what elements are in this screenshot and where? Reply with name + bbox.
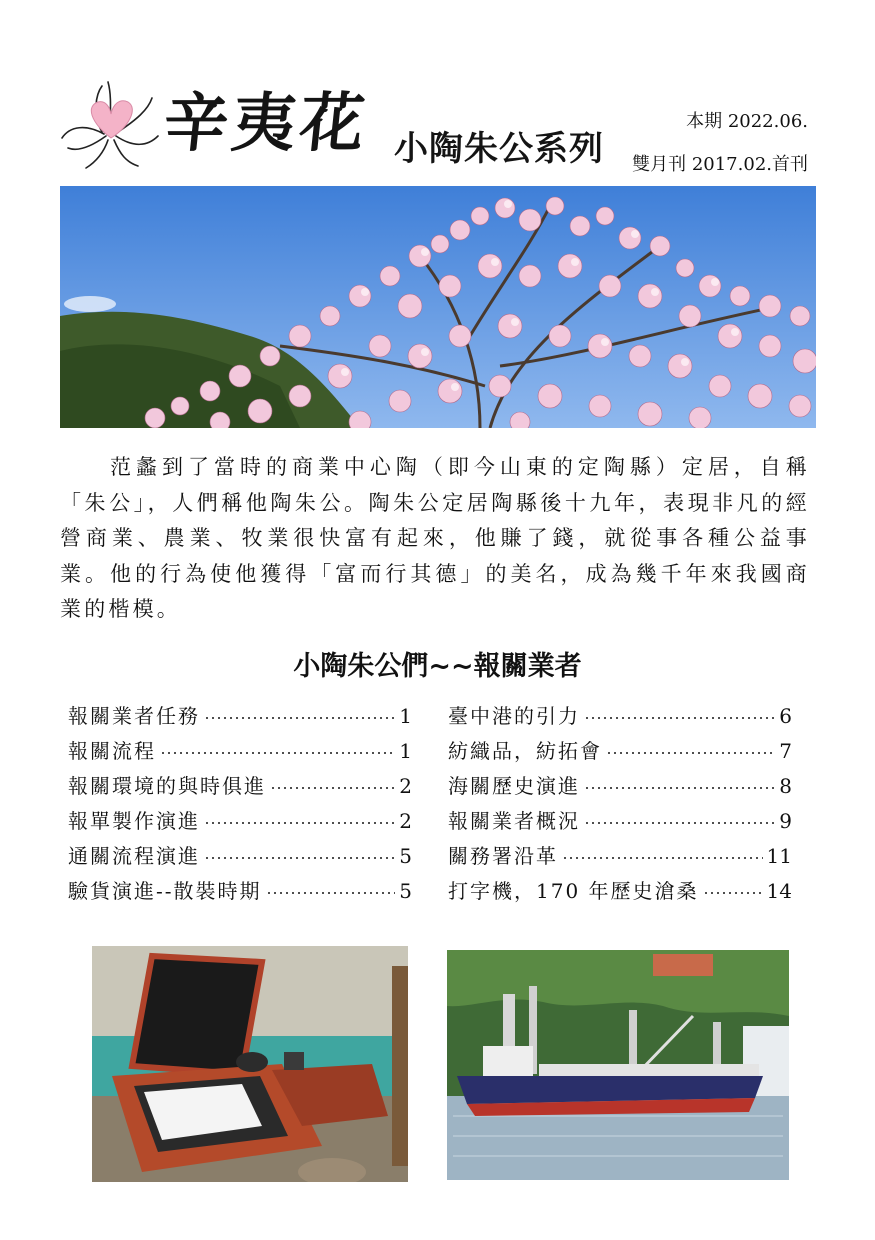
toc-leader-dots [584,820,775,826]
toc-entry-page: 1 [399,739,412,763]
toc-entry-title: 報關業者概況 [448,809,580,833]
toc-entry-title: 海關歷史演進 [448,774,580,798]
toc-entry-page: 7 [779,739,792,763]
toc-entry[interactable] [68,735,412,770]
section-heading: 小陶朱公們~~報關業者 [293,651,582,682]
toc-entry[interactable] [448,770,792,805]
toc-entry-title: 臺中港的引力 [448,704,580,728]
toc-entry-page: 11 [766,844,792,868]
masthead-series: 小陶朱公系列 [394,129,604,169]
toc-leader-dots [204,715,395,721]
toc-leader-dots [584,785,775,791]
toc-entry-title: 打字機，170 年歷史滄桑 [448,879,699,903]
toc-entry[interactable] [68,840,412,875]
toc-entry-page: 2 [399,774,412,798]
hero-photo-magnolia [60,186,816,428]
toc-entry[interactable] [448,735,792,770]
toc-entry[interactable] [68,700,412,735]
magnolia-logo-icon [56,74,166,174]
toc-entry[interactable] [68,770,412,805]
intro-paragraph: 范蠡到了當時的商業中心陶（即今山東的定陶縣）定居，自稱「朱公」，人們稱他陶朱公。陶朱公定居陶縣後十九年，表現非凡的經營商業、農業、牧業很快富有起來，他賺了錢，就從事各種公益事業。他的行為使他獲得「富而行其德」的美名，成為幾千年來我國商業的楷模。 [60,455,810,621]
toc-entry-title: 驗貨演進--散裝時期 [68,879,262,903]
toc-entry[interactable] [68,875,412,910]
toc-entry[interactable] [448,805,792,840]
toc-entry[interactable] [448,875,792,910]
toc-leader-dots [266,890,396,896]
toc-entry-page: 14 [766,879,792,903]
toc-entry-page: 2 [399,809,412,833]
toc-right-column [448,700,792,910]
toc-leader-dots [562,855,763,861]
toc-entry-title: 報關業者任務 [68,704,200,728]
founded-date: 雙月刊 2017.02.首刊 [632,154,808,175]
toc-entry-title: 關務署沿革 [448,844,558,868]
toc-entry-title: 報關流程 [68,739,156,763]
toc-entry-page: 5 [399,844,412,868]
toc-entry-page: 9 [779,809,792,833]
toc-entry[interactable] [448,700,792,735]
toc-entry-page: 5 [399,879,412,903]
toc-leader-dots [160,750,395,756]
masthead-title: 辛夷花 [160,87,372,161]
toc-leader-dots [606,750,775,756]
toc-entry-page: 6 [779,704,792,728]
toc-leader-dots [703,890,763,896]
toc-left-column [68,700,412,910]
toc-entry-title: 報關環境的與時俱進 [68,774,266,798]
toc-entry[interactable] [68,805,412,840]
toc-leader-dots [204,855,395,861]
photo-printing-frame [92,946,408,1182]
toc-entry-title: 報單製作演進 [68,809,200,833]
toc-entry-page: 8 [779,774,792,798]
toc-entry[interactable] [448,840,792,875]
toc-entry-title: 紡織品，紡拓會 [448,739,602,763]
toc-entry-title: 通關流程演進 [68,844,200,868]
toc-leader-dots [584,715,775,721]
toc-leader-dots [270,785,395,791]
issue-date: 本期 2022.06. [686,111,808,132]
toc-entry-page: 1 [399,704,412,728]
photo-cargo-ship [443,946,793,1182]
toc-leader-dots [204,820,395,826]
